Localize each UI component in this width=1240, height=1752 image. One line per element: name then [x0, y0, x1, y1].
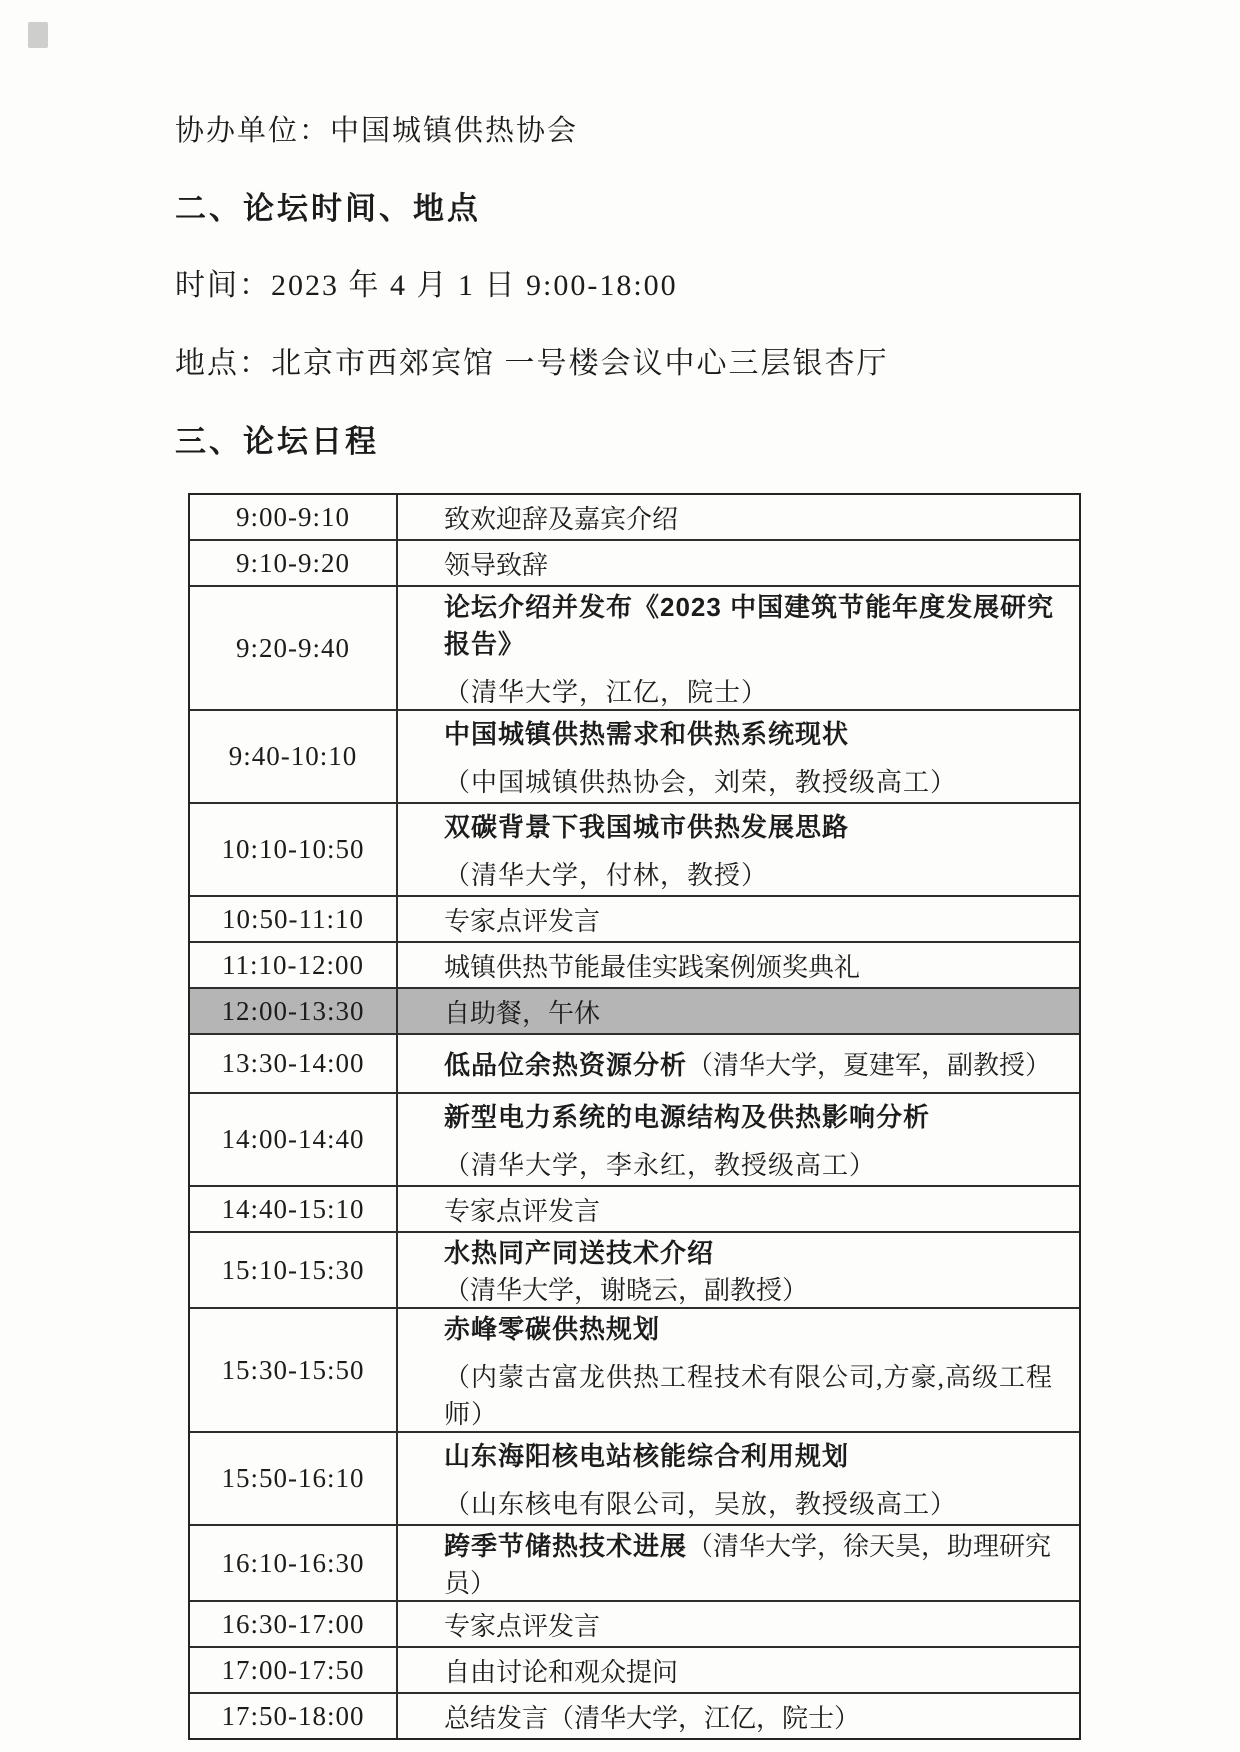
- agenda-session-cell: [398, 1648, 1079, 1692]
- agenda-row: [190, 802, 1079, 895]
- agenda-row: [190, 1600, 1079, 1646]
- session-speaker-line: （中国城镇供热协会，刘荣，教授级高工）: [444, 768, 958, 797]
- session-title-line: [444, 807, 1071, 844]
- agenda-time-cell: 17:50-18:00: [190, 1694, 398, 1738]
- session-title: 领导致辞: [444, 550, 549, 580]
- agenda-session-cell: [398, 1694, 1079, 1738]
- session-title: 总结发言（清华大学，江亿，院士）: [444, 1703, 861, 1733]
- agenda-session-cell: [398, 804, 1079, 895]
- session-title: 双碳背景下我国城市供热发展思路: [444, 812, 850, 842]
- agenda-row: [190, 895, 1079, 941]
- agenda-row: [190, 1092, 1079, 1185]
- agenda-session-cell: [398, 989, 1079, 1033]
- agenda-session-cell: [398, 897, 1079, 941]
- agenda-time-cell: 16:30-17:00: [190, 1602, 398, 1646]
- session-title-line: [444, 1606, 1071, 1643]
- agenda-time-cell: 14:40-15:10: [190, 1187, 398, 1231]
- session-title-line: [444, 1698, 1071, 1735]
- section-2-heading: 二、论坛时间、地点: [175, 191, 481, 226]
- session-title-line: [444, 1652, 1071, 1689]
- agenda-session-cell: [398, 711, 1079, 802]
- session-title-line: [444, 714, 1071, 751]
- agenda-time-cell: 10:10-10:50: [190, 804, 398, 895]
- section-3-heading: 三、论坛日程: [175, 424, 379, 459]
- agenda-row: [190, 495, 1079, 539]
- agenda-row: [190, 1692, 1079, 1738]
- session-speaker-inline: （清华大学，谢晓云，副教授）: [444, 1276, 809, 1305]
- agenda-row: [190, 1524, 1079, 1600]
- session-speaker-line: （清华大学，江亿，院士）: [444, 678, 769, 707]
- session-speaker-line: （清华大学，付林，教授）: [444, 861, 769, 890]
- agenda-table: [188, 493, 1081, 1740]
- agenda-time-cell: 10:50-11:10: [190, 897, 398, 941]
- session-title: 论坛介绍并发布《2023 中国建筑节能年度发展研究报告》: [444, 592, 1055, 659]
- agenda-row: [190, 1431, 1079, 1524]
- agenda-session-cell: [398, 943, 1079, 987]
- agenda-session-cell: [398, 1526, 1079, 1600]
- session-title-line: [444, 499, 1071, 536]
- agenda-row: [190, 1646, 1079, 1692]
- agenda-row: [190, 1033, 1079, 1092]
- session-title-line: [444, 901, 1071, 938]
- session-title-line: [444, 1309, 1071, 1346]
- session-title-line: [444, 1526, 1071, 1600]
- session-title-line: [444, 993, 1071, 1030]
- agenda-session-cell: [398, 1035, 1079, 1092]
- agenda-session-cell: [398, 1433, 1079, 1524]
- agenda-time-cell: 9:00-9:10: [190, 495, 398, 539]
- session-title: 赤峰零碳供热规划: [444, 1314, 661, 1344]
- agenda-session-cell: [398, 1309, 1079, 1431]
- scan-artifact: [28, 22, 48, 48]
- agenda-row: [190, 585, 1079, 709]
- agenda-time-cell: 9:40-10:10: [190, 711, 398, 802]
- agenda-row: [190, 941, 1079, 987]
- session-title-line: [444, 1233, 1071, 1307]
- session-title: 跨季节储热技术进展: [444, 1531, 688, 1561]
- agenda-time-cell: 9:10-9:20: [190, 541, 398, 585]
- session-title: 专家点评发言: [444, 906, 601, 936]
- session-title: 低品位余热资源分析: [444, 1050, 688, 1080]
- session-speaker-inline: （清华大学，徐天昊，助理研究员）: [444, 1532, 1052, 1598]
- agenda-session-cell: [398, 495, 1079, 539]
- session-title-line: [444, 1045, 1071, 1082]
- agenda-time-cell: 17:00-17:50: [190, 1648, 398, 1692]
- agenda-time-cell: 9:20-9:40: [190, 587, 398, 709]
- session-title: 中国城镇供热需求和供热系统现状: [444, 719, 850, 749]
- agenda-row: [190, 1231, 1079, 1307]
- agenda-time-cell: 13:30-14:00: [190, 1035, 398, 1092]
- agenda-time-cell: 11:10-12:00: [190, 943, 398, 987]
- agenda-row: [190, 709, 1079, 802]
- session-title: 自助餐，午休: [444, 998, 601, 1028]
- agenda-time-cell: 12:00-13:30: [190, 989, 398, 1033]
- session-title-line: [444, 1436, 1071, 1473]
- session-title: 专家点评发言: [444, 1611, 601, 1641]
- document-content: [175, 108, 1115, 1740]
- session-title: 新型电力系统的电源结构及供热影响分析: [444, 1102, 931, 1132]
- co-organizer-line: 协办单位：中国城镇供热协会: [175, 115, 579, 147]
- agenda-session-cell: [398, 541, 1079, 585]
- agenda-time-cell: 16:10-16:30: [190, 1526, 398, 1600]
- session-title: 专家点评发言: [444, 1196, 601, 1226]
- agenda-row: [190, 987, 1079, 1033]
- agenda-time-cell: 14:00-14:40: [190, 1094, 398, 1185]
- session-title: 城镇供热节能最佳实践案例颁奖典礼: [444, 952, 861, 982]
- session-speaker-line: （内蒙古富龙供热工程技术有限公司,方豪,高级工程师）: [444, 1363, 1054, 1429]
- agenda-session-cell: [398, 1233, 1079, 1307]
- agenda-row: [190, 1185, 1079, 1231]
- session-speaker-line: （清华大学，李永红，教授级高工）: [444, 1151, 877, 1180]
- agenda-row: [190, 1307, 1079, 1431]
- forum-venue-line: 地点：北京市西郊宾馆 一号楼会议中心三层银杏厅: [175, 347, 889, 380]
- session-title: 致欢迎辞及嘉宾介绍: [444, 504, 679, 534]
- session-title-line: [444, 1097, 1071, 1134]
- agenda-session-cell: [398, 1094, 1079, 1185]
- session-speaker-inline: （清华大学，夏建军，副教授）: [687, 1051, 1052, 1080]
- agenda-time-cell: 15:30-15:50: [190, 1309, 398, 1431]
- session-title: 山东海阳核电站核能综合利用规划: [444, 1441, 850, 1471]
- agenda-session-cell: [398, 1187, 1079, 1231]
- agenda-time-cell: 15:10-15:30: [190, 1233, 398, 1307]
- session-title: 水热同产同送技术介绍: [444, 1238, 715, 1268]
- agenda-row: [190, 539, 1079, 585]
- session-title-line: [444, 1191, 1071, 1228]
- agenda-session-cell: [398, 1602, 1079, 1646]
- agenda-session-cell: [398, 587, 1079, 709]
- session-title-line: [444, 545, 1071, 582]
- session-title: 自由讨论和观众提问: [444, 1657, 679, 1687]
- forum-time-line: 时间：2023 年 4 月 1 日 9:00-18:00: [175, 269, 678, 302]
- session-speaker-line: （山东核电有限公司，吴放，教授级高工）: [444, 1490, 958, 1519]
- agenda-time-cell: 15:50-16:10: [190, 1433, 398, 1524]
- session-title-line: [444, 587, 1071, 661]
- session-title-line: [444, 947, 1071, 984]
